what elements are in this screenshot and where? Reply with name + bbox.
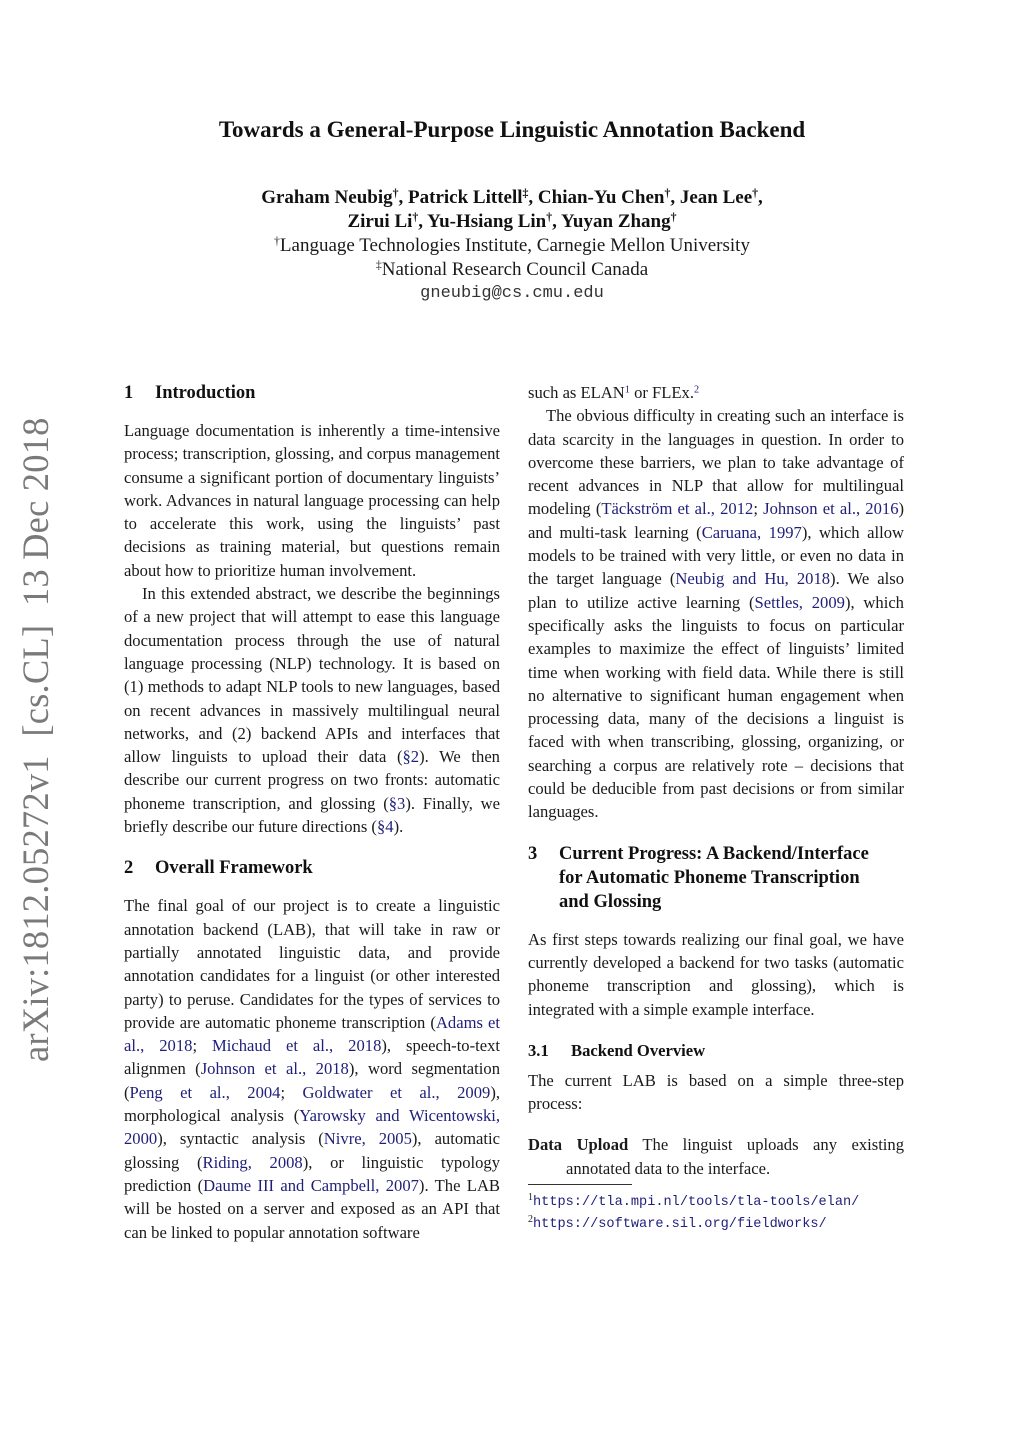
citation-link[interactable]: Nivre, 2005 — [323, 1129, 412, 1149]
text-run: In this extended abstract, we describe the beginnings of a new project that will attempt to ease this language documentation process through the use of natural language processing (NLP) technology. It is based on (1) methods to adapt NLP tools to new languages, based on recent advances in massively multilingual neural networks, and (2) backend APIs and interfaces that allow linguists to upload their data ( — [124, 584, 500, 767]
citation-link[interactable]: Peng et al., 2004 — [129, 1082, 281, 1102]
section-ref-link[interactable]: §4 — [376, 817, 394, 837]
citation-link[interactable]: Goldwater et al., 2009 — [302, 1082, 491, 1102]
section-ref-link[interactable]: §3 — [388, 793, 406, 813]
contact-email[interactable]: gneubig@cs.cmu.edu — [420, 284, 604, 303]
section-number: 3 — [528, 843, 538, 864]
citation-link[interactable]: Johnson et al., 2016 — [763, 499, 899, 519]
section-title: Introduction — [155, 383, 256, 403]
author-name: Yu-Hsiang Lin — [427, 211, 547, 232]
citation-link[interactable]: Daume III and Campbell, 2007 — [203, 1175, 419, 1195]
citation-link[interactable]: Riding, 2008 — [202, 1152, 303, 1172]
subsection-title: Backend Overview — [571, 1040, 706, 1060]
right-column — [528, 381, 904, 1233]
text-run: ), which specifically asks the linguists to focus on particular examples to maximize the effect of linguists’ limited time when working with field data. While there is still no alternative to significant human engagement when processing data, many of the decisions a linguist is faced with when transcribing, glossing, organizing, or searching a corpus are relatively rote – decisions that could be deducible from past decisions or from similar languages. — [528, 592, 904, 822]
progress-paragraph: As first steps towards realizing our final goal, we have currently developed a backend for two tasks (automatic phoneme transcription and glossing), which is integrated with a simple example interface. — [528, 929, 904, 1019]
citation-link[interactable]: Täckström et al., 2012 — [601, 499, 754, 519]
citation-link[interactable]: Adams et al., 2018 — [124, 1012, 500, 1056]
backend-overview-paragraph: The current LAB is based on a simple three-step process: — [528, 1070, 904, 1114]
affiliation-mark: † — [752, 186, 759, 200]
affiliation-mark: ‡ — [522, 186, 529, 200]
footnote-url-link[interactable]: https://software.sil.org/fieldworks/ — [533, 1217, 827, 1233]
author-name: Yuyan Zhang — [560, 211, 671, 232]
affiliation-cmu — [0, 234, 1024, 258]
text-run: The final goal of our project is to create a linguistic annotation backend (LAB), that will take in raw or partially annotated linguistic data, and provide annotation candidates for a linguist (or other interested party) to peruse. Candidates for the types of services to provide are automatic phoneme transcription ( — [124, 896, 500, 1032]
citation-link[interactable]: Caruana, 1997 — [701, 522, 802, 542]
author-line-2: Zirui Li†, Yu-Hsiang Lin†, Yuyan Zhang† — [347, 210, 677, 232]
section-heading-overall-framework — [124, 856, 500, 880]
author-block — [0, 186, 1024, 306]
footnote-number: 1 — [528, 1192, 533, 1204]
section-heading-current-progress — [528, 842, 904, 914]
item-text: The linguist uploads any existing annotated data to the interface. — [566, 1135, 905, 1178]
section-heading-introduction — [124, 381, 500, 405]
footnote-2 — [528, 1211, 904, 1233]
text-run: ), which allow models to be trained with very little, or even no data in the target language ( — [528, 522, 904, 589]
footnote-url-link[interactable]: https://tla.mpi.nl/tools/tla-tools/elan/ — [533, 1195, 860, 1211]
author-name: Jean Lee — [679, 187, 753, 208]
text-run: ; — [280, 1082, 303, 1102]
paper-title: Towards a General-Purpose Linguistic Annotation Backend — [218, 117, 806, 142]
subsection-number: 3.1 — [528, 1040, 549, 1060]
intro-paragraph-1: Language documentation is inherently a time-intensive process; transcription, glossing, and corpus management consume a significant portion of documentary linguists’ work. Advances in natural language processing can help to accelerate this work, using the linguists’ past decisions as training material, but questions remain about how to prioritize human involvement. — [124, 421, 500, 580]
text-run: ), syntactic analysis ( — [157, 1129, 324, 1149]
left-column — [124, 381, 500, 1244]
section-number: 1 — [124, 383, 134, 403]
author-name: Chian-Yu Chen — [537, 187, 665, 208]
arxiv-identifier-stamp: arXiv:1812.05272v1 [cs.CL] 13 Dec 2018 — [15, 417, 56, 1062]
affiliation-mark: ‡ — [375, 258, 382, 272]
affiliation-text: National Research Council Canada — [381, 259, 649, 280]
author-line-1: Graham Neubig†, Patrick Littell‡, Chian-Yu Chen†, Jean Lee†, — [261, 186, 763, 208]
footnote-ref-2[interactable]: 2 — [694, 384, 700, 396]
citation-link[interactable]: Johnson et al., 2018 — [200, 1059, 349, 1079]
affiliation-mark: † — [412, 210, 419, 224]
text-run: ), speech-to-text alignmen ( — [124, 1036, 501, 1079]
framework-continuation — [528, 381, 904, 404]
footnote-divider — [528, 1184, 632, 1185]
footnote-number: 2 — [528, 1214, 533, 1226]
text-run: such as ELAN — [528, 383, 625, 402]
affiliation-mark: † — [274, 234, 280, 248]
section-ref-link[interactable]: §2 — [402, 747, 420, 767]
text-run: ) and multi-task learning ( — [528, 499, 905, 542]
affiliation-mark: † — [664, 186, 671, 200]
intro-paragraph-2 — [124, 582, 500, 838]
footnote-ref-1[interactable]: 1 — [624, 384, 630, 396]
section-title: Overall Framework — [155, 858, 313, 879]
text-run: or FLEx. — [629, 383, 694, 402]
affiliation-mark: † — [392, 186, 399, 200]
affiliation-mark: † — [670, 210, 677, 224]
text-run: ), morphological analysis ( — [124, 1082, 500, 1126]
text-run: ), automatic glossing ( — [124, 1129, 500, 1172]
text-run: The obvious difficulty in creating such an interface is data scarcity in the languages in question. In order to overcome these barriers, we plan to take advantage of recent advances in NLP that allow for multilingual modeling ( — [528, 406, 904, 519]
text-run: ). We also plan to utilize active learning ( — [528, 569, 904, 612]
text-run: ), or linguistic typology prediction ( — [124, 1152, 500, 1195]
author-name: Patrick Littell — [408, 187, 523, 208]
text-run: ; — [753, 499, 764, 519]
text-run: ), word segmentation ( — [124, 1059, 500, 1102]
author-name: Zirui Li — [347, 211, 413, 232]
text-run: ). Finally, we briefly describe our future directions ( — [124, 793, 500, 837]
subsection-heading-backend-overview — [528, 1039, 904, 1063]
citation-link[interactable]: Settles, 2009 — [754, 592, 845, 612]
item-label: Data Upload — [528, 1135, 629, 1155]
section-number: 2 — [124, 858, 134, 879]
affiliation-nrc — [0, 258, 1024, 282]
text-run: ; — [192, 1036, 213, 1056]
data-upload-item — [528, 1133, 904, 1180]
citation-link[interactable]: Neubig and Hu, 2018 — [675, 569, 831, 589]
framework-paragraph — [124, 894, 500, 1243]
citation-link[interactable]: Yarowsky and Wicentowski, 2000 — [124, 1106, 500, 1149]
affiliation-mark: † — [546, 210, 553, 224]
citation-link[interactable]: Michaud et al., 2018 — [212, 1036, 382, 1056]
section-title: Current Progress: A Backend/Interface for Automatic Phoneme Transcription and Glossing — [559, 843, 869, 912]
author-name: Graham Neubig — [261, 187, 393, 208]
footnote-1 — [528, 1189, 904, 1211]
text-run: ). The LAB will be hosted on a server and exposed as an API that can be linked to popular annotation software — [124, 1175, 500, 1242]
framework-paragraph-2 — [528, 404, 904, 823]
text-run: ). — [393, 817, 404, 837]
text-run: ). We then describe our current progress on two fronts: automatic phoneme transcription, and glossing ( — [124, 747, 500, 813]
affiliation-text: Language Technologies Institute, Carnegie Mellon University — [279, 235, 750, 256]
